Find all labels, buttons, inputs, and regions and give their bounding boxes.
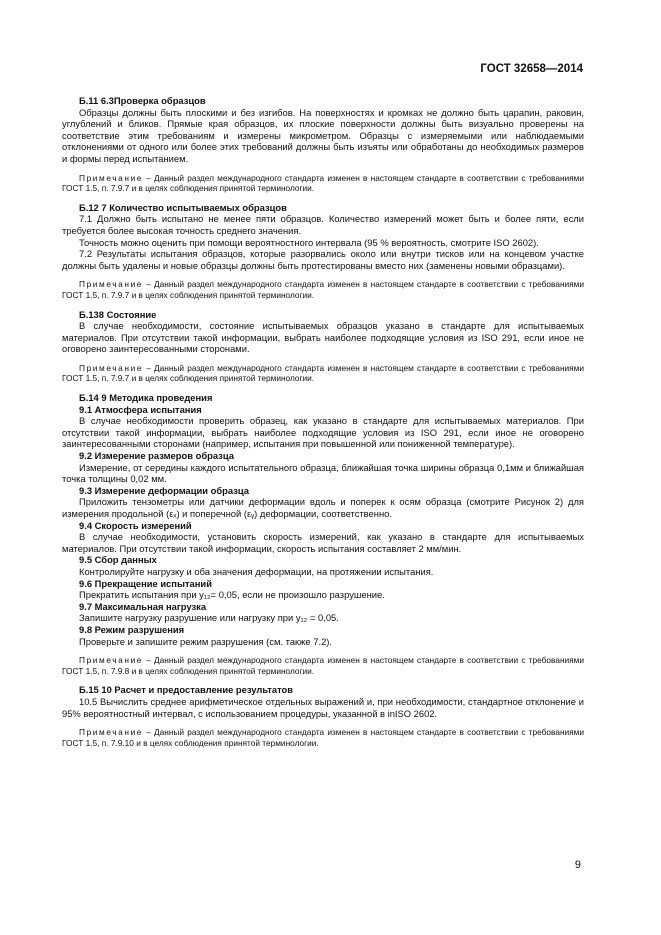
document-body — [62, 87, 584, 748]
note — [62, 279, 584, 300]
note — [62, 173, 584, 194]
note-text: – Данный раздел международного стандарта изменен в настоящем стандарте в соответствии с требованиями ГОСТ 1.5, п. 7.9.7 и в целях соблюдения принятой терминологии. — [62, 172, 584, 194]
subsection-heading: 9.8 Режим разрушения — [79, 623, 185, 635]
section-heading: Б.11 6.3Проверка образцов — [79, 95, 206, 106]
paragraph: В случае необходимости, установить скорость измерений, как указано в стандарте для испытываемых материалов. При отсутствии такой информации, скорость испытания составляет 2 мм/мин. — [62, 531, 584, 554]
note-label: Примечание — [79, 279, 144, 290]
note-label: Примечание — [79, 362, 144, 373]
subsection-heading: 9.1 Атмосфера испытания — [79, 403, 202, 415]
paragraph: Точность можно оценить при помощи вероятностного интервала (95 % вероятность, смотрите ISO 2602). — [79, 236, 539, 248]
paragraph: 10.5 Вычислить среднее арифметическое отдельных выражений и, при необходимости, стандартное отклонение и 95% вероятностный интервал, с использованием процедуры, указанной в inISO 2602. — [62, 695, 584, 719]
note-text: – Данный раздел международного стандарта изменен в настоящем стандарте в соответствии с требованиями ГОСТ 1.5, п. 7.9.10 и в целях соблюдения принятой терминологии. — [62, 727, 584, 748]
paragraph: Образцы должны быть плоскими и без изгибов. На поверхностях и кромках не должно быть царапин, раковин, углублений и бликов. Прямые края образцов, их плоские поверхности должны быть визуально проверены на соответствие этим требованиям и измерены микрометром. Образцы с измеряемыми или наблюдаемыми отклонениями от одного или более этих требований должны быть изъяты или обработаны до необходимых размеров и формы перед испытанием. — [62, 106, 584, 164]
note — [62, 363, 584, 384]
paragraph: В случае необходимости проверить образец, как указано в стандарте для испытываемых материалов. При отсутствии такой информации, выбрать наиболее подходящие условия из ISO 291, если иное не оговорено заинтересованными сторонами (например, испытания при повышенной или пониженной температуре). — [62, 415, 584, 450]
paragraph: Приложить тензометры или датчики деформации вдоль и поперек к осям образца (смотрите Рисунок 2) для измерения продольной (εₓ) и поперечной (εᵧ) деформации, соответственно. — [62, 496, 584, 519]
standard-code: ГОСТ 32658—2014 — [480, 63, 583, 75]
subsection-heading: 9.4 Скорость измерений — [79, 519, 192, 531]
note-label: Примечание — [79, 172, 144, 183]
subsection-heading: 9.5 Сбор данных — [79, 554, 157, 566]
subsection-heading: 9.6 Прекращение испытаний — [79, 577, 212, 589]
note-text: – Данный раздел международного стандарта изменен в настоящем стандарте в соответствии с требованиями ГОСТ 1.5, п. 7.9.8 и в целях соблюдения принятой терминологии. — [62, 655, 584, 676]
paragraph: Проверьте и запишите режим разрушения (см. также 7.2). — [79, 635, 333, 647]
subsection-heading: 9.7 Максимальная нагрузка — [79, 600, 207, 612]
paragraph: Измерение, от середины каждого испытательного образца, ближайшая точка ширины образца 0,1мм и ближайшая точка толщины 0,02 мм. — [62, 461, 584, 485]
section-heading: Б.15 10 Расчет и предоставление результатов — [79, 684, 294, 696]
note-label: Примечание — [79, 655, 144, 666]
note-label: Примечание — [79, 727, 144, 738]
section-heading: Б.12 7 Количество испытываемых образцов — [79, 201, 287, 213]
note — [62, 727, 584, 748]
subsection-heading: 9.3 Измерение деформации образца — [79, 484, 249, 496]
paragraph: Прекратить испытания при y₁₂= 0,05, если не произошло разрушение. — [79, 589, 385, 601]
note-text: – Данный раздел международного стандарта изменен в настоящем стандарте в соответствии с требованиями ГОСТ 1.5, п. 7.9.7 и в целях соблюдения принятой терминологии. — [62, 362, 584, 384]
note — [62, 655, 584, 676]
paragraph: 7.1 Должно быть испытано не менее пяти образцов. Количество измерений может быть и более пяти, если требуется более высокая точность среднего значения. — [62, 213, 584, 236]
subsection-heading: 9.2 Измерение размеров образца — [79, 450, 234, 462]
paragraph: Контролируйте нагрузку и оба значения деформации, на протяжении испытания. — [79, 565, 434, 577]
paragraph: В случае необходимости, состояние испытываемых образцов указано в стандарте для испытываемых материалов. При отсутствии такой информации, выбрать наиболее подходящие условия из ISO 291, если иное не оговорено заинтересованными сторонами. — [62, 320, 584, 355]
page-number: 9 — [574, 859, 581, 871]
paragraph: Запишите нагрузку разрушение или нагрузку при y₁₂ = 0,05. — [79, 612, 339, 624]
note-text: – Данный раздел международного стандарта изменен в настоящем стандарте в соответствии с требованиями ГОСТ 1.5, п. 7.9.7 и в целях соблюдения принятой терминологии. — [62, 279, 584, 300]
section-heading: Б.14 9 Методика проведения — [79, 392, 213, 404]
section-heading: Б.138 Состояние — [79, 308, 157, 320]
paragraph: 7.2 Результаты испытания образцов, которые разорвались около или внутри тисков или на концевом участке должны быть удалены и новые образцы должны быть протестированы вместо них (заменены новыми образцами). — [62, 248, 584, 271]
